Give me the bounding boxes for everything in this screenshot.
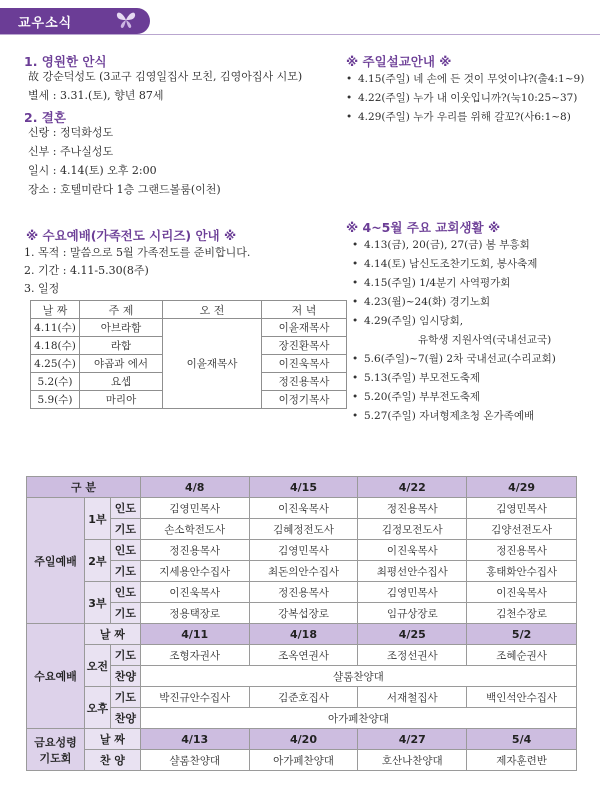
event-item: • 5.6(주일)~7(월) 2차 국내선교(수리교회) (352, 350, 556, 369)
wed-am-choir: 샬롬찬양대 (140, 666, 576, 687)
fri-date: 4/27 (358, 729, 467, 750)
service-schedule-table (26, 476, 577, 771)
table-cell: 최돈의안수집사 (249, 561, 358, 582)
wed-line3: 3. 일정 (24, 282, 60, 295)
table-cell: 장진환목사 (262, 337, 347, 355)
pray-label: 기도 (110, 603, 140, 624)
table-cell: 김영민목사 (467, 498, 577, 519)
lead-label: 인도 (110, 540, 140, 561)
fri-service-label (27, 729, 85, 771)
fri-label-line1: 금요성령 (34, 735, 77, 749)
pray-label: 기도 (110, 561, 140, 582)
fri-date-label: 날 짜 (84, 729, 140, 750)
header-divider (0, 34, 600, 35)
pray-label: 기도 (110, 687, 140, 708)
event-item-continuation: 유학생 지원사역(국내선교국) (418, 334, 552, 346)
table-cell: 조형자권사 (140, 645, 249, 666)
table-cell: 야곱과 에서 (80, 355, 163, 373)
choir-label: 찬양 (110, 708, 140, 729)
table-cell: 김정모전도사 (358, 519, 467, 540)
table-cell: 5.2(수) (31, 373, 80, 391)
table-cell: 이진욱목사 (140, 582, 249, 603)
lead-label: 인도 (110, 582, 140, 603)
table-cell: 조혜순권사 (467, 645, 577, 666)
event-item: • 4.13(금), 20(금), 27(금) 봄 부흥회 (352, 236, 556, 255)
table-cell: 김혜정전도사 (249, 519, 358, 540)
event-item: • 5.13(주일) 부모전도축제 (352, 369, 556, 388)
news-section2-line4: 장소 : 호텔미란다 1층 그랜드볼룸(이천) (28, 183, 221, 196)
table-cell: 박진규안수집사 (140, 687, 249, 708)
wed-am-preacher: 이윤재목사 (163, 319, 262, 409)
table-cell: 최평선안수집사 (358, 561, 467, 582)
table-cell: 아브라함 (80, 319, 163, 337)
table-cell: 샬롬찬양대 (140, 750, 249, 771)
table-cell: 임규상장로 (358, 603, 467, 624)
wed-date: 4/18 (249, 624, 358, 645)
fri-date: 5/4 (467, 729, 577, 750)
news-section2-line1: 신랑 : 정덕화성도 (28, 126, 114, 139)
fri-date: 4/13 (140, 729, 249, 750)
event-item: • 5.27(주일) 자녀형제초청 온가족예배 (352, 407, 556, 426)
table-cell: 이윤재목사 (262, 319, 347, 337)
table-cell: 김영민목사 (358, 582, 467, 603)
table-cell: 지세용안수집사 (140, 561, 249, 582)
wed-pm-label: 오후 (84, 687, 110, 729)
news-section1-line1: 故 강순덕성도 (3교구 김영일집사 모친, 김영아집사 시모) (28, 70, 303, 83)
event-item: • 4.29(주일) 임시당회, (352, 312, 556, 331)
wed-col-am: 오 전 (163, 301, 262, 319)
table-cell: 김영민목사 (249, 540, 358, 561)
news-section2-line2: 신부 : 주나실성도 (28, 145, 114, 158)
table-cell: 김양선전도사 (467, 519, 577, 540)
table-cell: 4.18(수) (31, 337, 80, 355)
table-cell: 이진욱목사 (262, 355, 347, 373)
wed-pm-choir: 아가페찬양대 (140, 708, 576, 729)
sunday-date: 4/8 (140, 477, 249, 498)
sunday-service-label: 주일예배 (27, 498, 85, 624)
table-cell: 홍태화안수집사 (467, 561, 577, 582)
table-cell: 4.11(수) (31, 319, 80, 337)
table-cell: 조옥연권사 (249, 645, 358, 666)
table-cell: 라합 (80, 337, 163, 355)
table-cell: 김준호집사 (249, 687, 358, 708)
table-cell: 정진용목사 (140, 540, 249, 561)
wed-date: 4/11 (140, 624, 249, 645)
table-cell: 4.25(수) (31, 355, 80, 373)
table-cell: 정진용목사 (358, 498, 467, 519)
news-section2-line3: 일시 : 4.14(토) 오후 2:00 (28, 164, 157, 177)
table-cell: 정진용목사 (262, 373, 347, 391)
sermon-item: • 4.22(주일) 누가 내 이웃입니까?(눅10:25~37) (346, 89, 584, 108)
wed-service-label: 수요예배 (27, 624, 85, 729)
table-cell: 김영민목사 (140, 498, 249, 519)
event-item: • 4.15(주일) 1/4분기 사역평가회 (352, 274, 556, 293)
pray-label: 기도 (110, 519, 140, 540)
table-cell: 정용택장로 (140, 603, 249, 624)
news-section1-title: 1. 영원한 안식 (24, 54, 107, 69)
col-gubun: 구 분 (27, 477, 141, 498)
wed-title: ※ 수요예배(가족전도 시리즈) 안내 ※ (26, 228, 237, 243)
table-cell: 5.9(수) (31, 391, 80, 409)
butterfly-icon (114, 9, 138, 31)
lead-label: 인도 (110, 498, 140, 519)
table-cell: 마리아 (80, 391, 163, 409)
wed-line2: 2. 기간 : 4.11-5.30(8주) (24, 264, 149, 277)
sunday-date: 4/29 (467, 477, 577, 498)
header-title: 교우소식 (18, 16, 73, 31)
service-part-label: 1부 (84, 498, 110, 540)
table-cell: 요셉 (80, 373, 163, 391)
wed-col-topic: 주 제 (80, 301, 163, 319)
wed-col-date: 날 짜 (31, 301, 80, 319)
fri-label-line2: 기도회 (39, 751, 72, 765)
table-cell: 호산나찬양대 (358, 750, 467, 771)
fri-date: 4/20 (249, 729, 358, 750)
table-cell: 이진욱목사 (358, 540, 467, 561)
sermon-list (346, 70, 584, 127)
pray-label: 기도 (110, 645, 140, 666)
table-cell: 이진욱목사 (467, 582, 577, 603)
wed-schedule-table (30, 300, 347, 409)
table-cell: 제자훈련반 (467, 750, 577, 771)
event-item: • 4.14(토) 남신도조찬기도회, 봉사축제 (352, 255, 556, 274)
wed-date-label: 날 짜 (84, 624, 140, 645)
sermon-item: • 4.29(주일) 누가 우리를 위해 갈꼬?(사6:1~8) (346, 108, 584, 127)
table-cell: 아가페찬양대 (249, 750, 358, 771)
sermon-title: ※ 주일설교안내 ※ (346, 54, 452, 69)
table-cell: 서재철집사 (358, 687, 467, 708)
sermon-item: • 4.15(주일) 네 손에 든 것이 무엇이냐?(출4:1~9) (346, 70, 584, 89)
events-title: ※ 4~5월 주요 교회생활 ※ (346, 220, 501, 235)
wed-am-label: 오전 (84, 645, 110, 687)
table-cell: 손소학전도사 (140, 519, 249, 540)
event-item: • 5.20(주일) 부부전도축제 (352, 388, 556, 407)
table-cell: 강복섭장로 (249, 603, 358, 624)
table-cell: 백인석안수집사 (467, 687, 577, 708)
sunday-date: 4/15 (249, 477, 358, 498)
wed-date: 4/25 (358, 624, 467, 645)
event-item: • 4.23(월)~24(화) 경기노회 (352, 293, 556, 312)
service-part-label: 3부 (84, 582, 110, 624)
service-part-label: 2부 (84, 540, 110, 582)
table-cell: 김천수장로 (467, 603, 577, 624)
table-cell: 이진욱목사 (249, 498, 358, 519)
table-cell: 이정기목사 (262, 391, 347, 409)
wed-date: 5/2 (467, 624, 577, 645)
wed-line1: 1. 목적 : 말씀으로 5월 가족전도를 준비합니다. (24, 246, 251, 259)
sunday-date: 4/22 (358, 477, 467, 498)
events-list (352, 236, 556, 426)
news-section2-title: 2. 결혼 (24, 110, 66, 125)
choir-label: 찬양 (110, 666, 140, 687)
fri-choir-label: 찬 양 (84, 750, 140, 771)
table-cell: 정진용목사 (249, 582, 358, 603)
news-section1-line2: 별세 : 3.31.(토), 향년 87세 (28, 89, 164, 102)
table-cell: 정진용목사 (467, 540, 577, 561)
wed-col-pm: 저 녁 (262, 301, 347, 319)
table-cell: 조정선권사 (358, 645, 467, 666)
